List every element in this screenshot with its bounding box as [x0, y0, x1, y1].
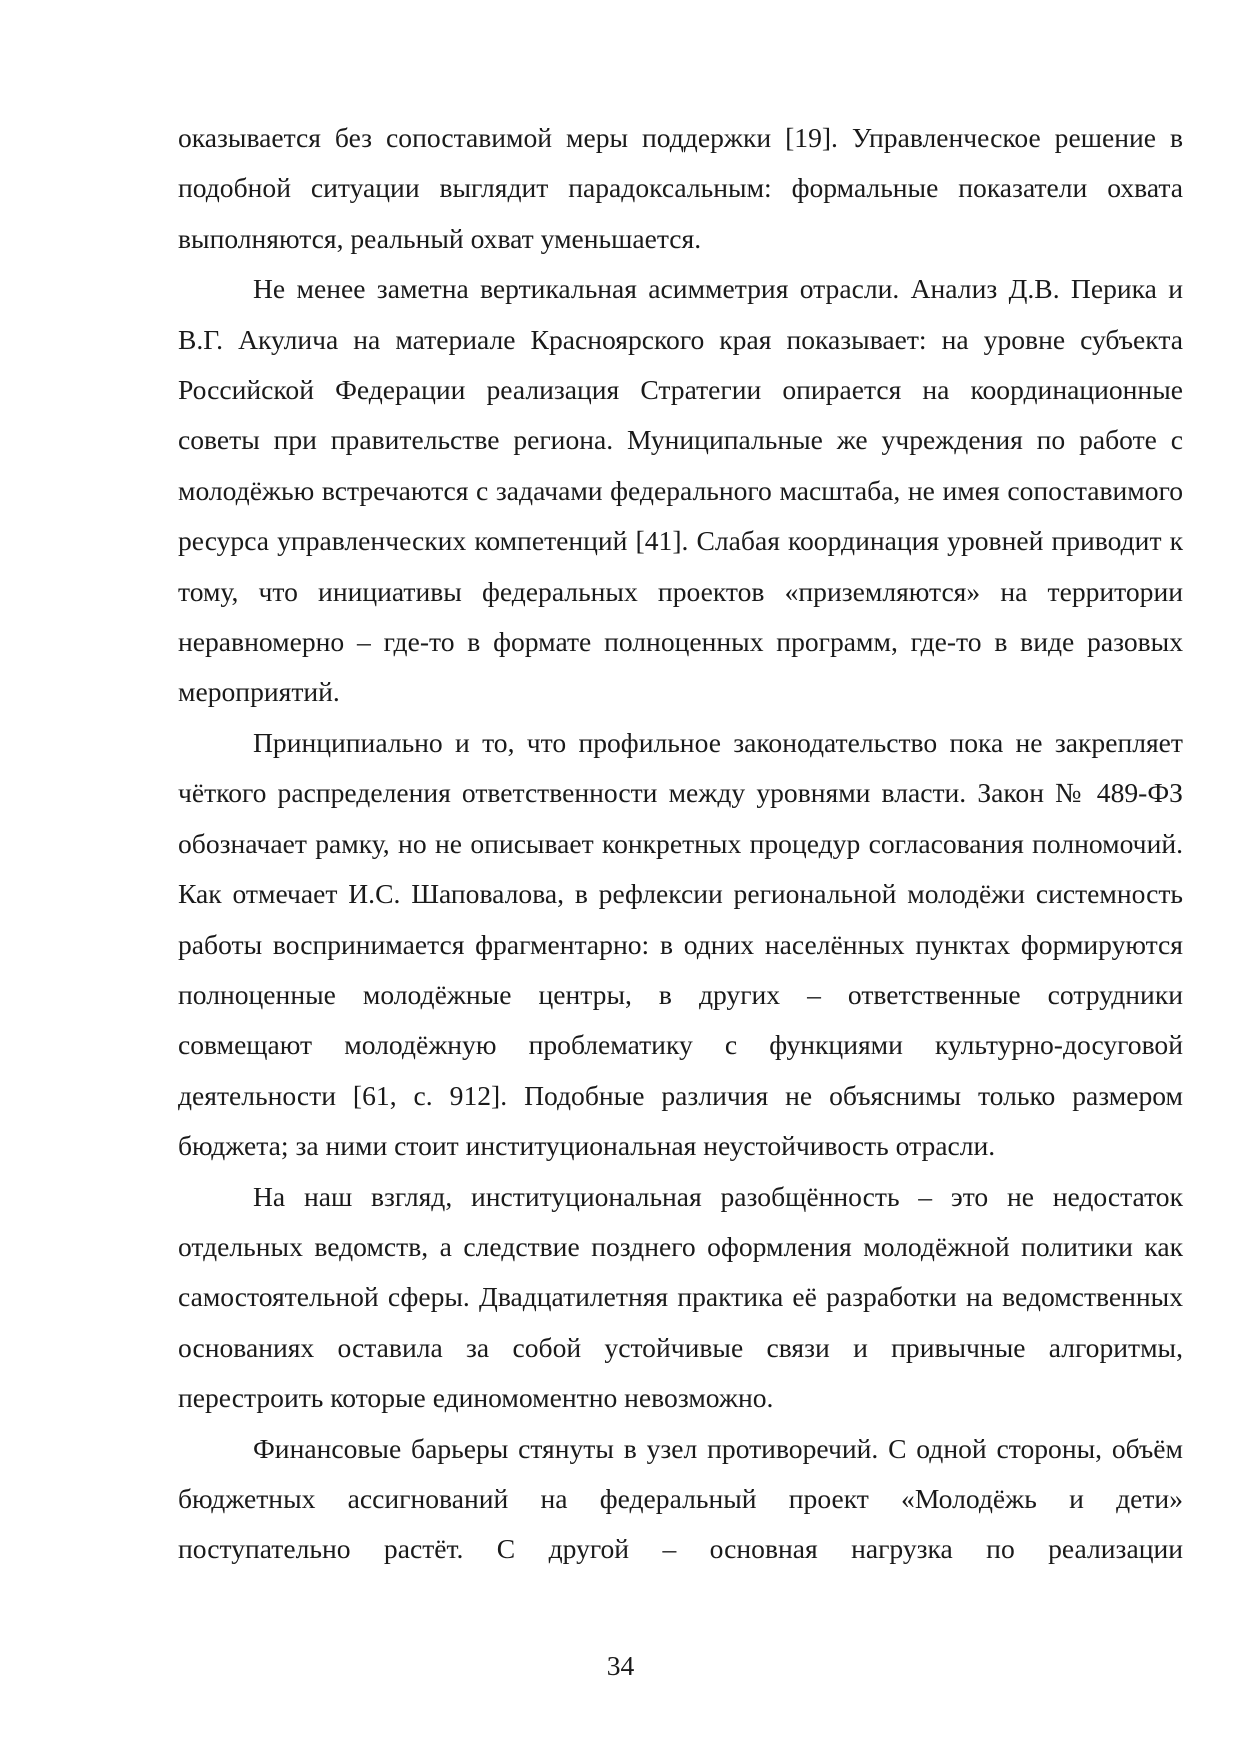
paragraph-legislation: Принципиально и то, что профильное законодательство пока не закрепляет чёткого распределения ответственности между уровнями власти. Закон № 489-ФЗ обозначает рамку, но не описывает конкретных процедур согласования полномочий. Как отмечает И.С. Шаповалова, в рефлексии региональной молодёжи системность работы воспринимается фрагментарно: в одних населённых пунктах формируются полноценные молодёжные центры, в других – ответственные сотрудники совмещают молодёжную проблематику с функциями культурно-досуговой деятельности [61, с. 912]. Подобные различия не объяснимы только размером бюджета; за ними стоит институциональная неустойчивость отрасли.: [178, 726, 1183, 1162]
body-text: [178, 113, 1183, 1575]
paragraph-institutional-disunity: На наш взгляд, институциональная разобщённость – это не недостаток отдельных ведомств, а следствие позднего оформления молодёжной политики как самостоятельной сферы. Двадцатилетняя практика её разработки на ведомственных основаниях оставила за собой устойчивые связи и привычные алгоритмы, перестроить которые единомоментно невозможно.: [178, 1180, 1183, 1414]
page-number: 34: [606, 1650, 635, 1681]
paragraph-vertical-asymmetry: Не менее заметна вертикальная асимметрия отрасли. Анализ Д.В. Перика и В.Г. Акулича на материале Красноярского края показывает: на уровне субъекта Российской Федерации реализация Стратегии опирается на координационные советы при правительстве региона. Муниципальные же учреждения по работе с молодёжью встречаются с задачами федерального масштаба, не имея сопоставимого ресурса управленческих компетенций [41]. Слабая координация уровней приводит к тому, что инициативы федеральных проектов «приземляются» на территории неравномерно – где-то в формате полноценных программ, где-то в виде разовых мероприятий.: [178, 273, 1183, 708]
paragraph-financial-barriers: Финансовые барьеры стянуты в узел противоречий. С одной стороны, объём бюджетных ассигнований на федеральный проект «Молодёжь и дети» поступательно растёт. С другой – основная нагрузка по реализации: [178, 1432, 1183, 1565]
paragraph-continued: оказывается без сопоставимой меры поддержки [19]. Управленческое решение в подобной ситуации выглядит парадоксальным: формальные показатели охвата выполняются, реальный охват уменьшается.: [178, 122, 1183, 254]
